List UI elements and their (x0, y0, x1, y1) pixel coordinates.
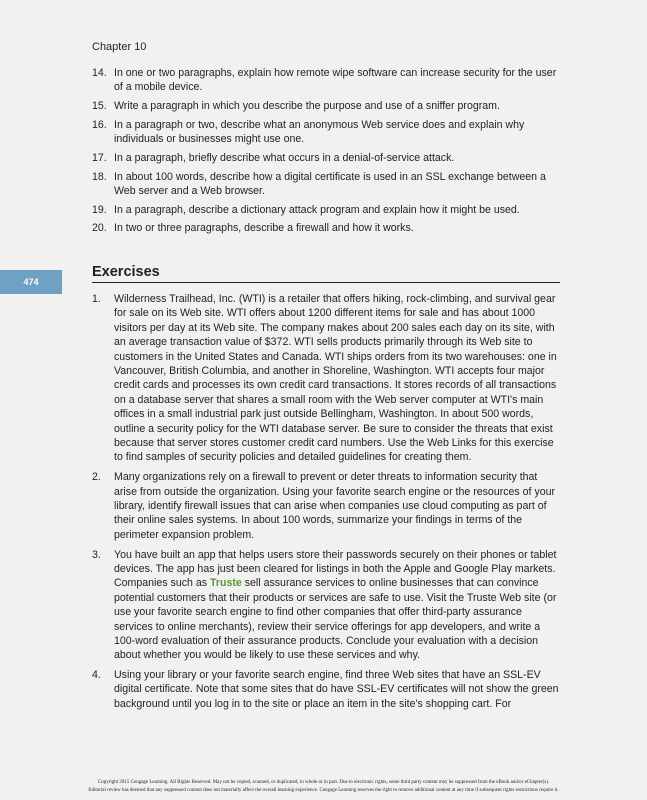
copyright-line: Copyright 2015 Cengage Learning. All Rights Reserved. May not be copied, scanned, or duplicated, in whole or in part. Due to electronic rights, some third party content may be suppressed from the eBook and/or eChapter(s). (97, 780, 550, 785)
question-text: Write a paragraph in which you describe the purpose and use of a sniffer program. (114, 100, 500, 113)
exercise-text: Using your library or your favorite search engine, find three Web sites that have an SSL-EV digital certificate. Note that some sites that do have SSL-EV certificates will not show the green background until you log in to the site or place an item in the site's shopping cart. For (114, 669, 559, 710)
question-number: 15. (92, 100, 107, 113)
exercise-item (92, 548, 562, 663)
question-text: In about 100 words, describe how a digital certificate is used in an SSL exchange between a Web server and a Web browser. (114, 170, 546, 198)
page-number-tab: 474 (0, 270, 62, 294)
copyright-line: Editorial review has deemed that any suppressed content does not materially affect the overall learning experience. Cengage Learning reserves the right to remove additional content at any time if subsequent rights restrictions require it. (88, 788, 559, 793)
chapter-header: Chapter 10 (92, 41, 147, 53)
exercise-number: 4. (92, 669, 101, 682)
question-number: 18. (92, 170, 107, 183)
review-questions-list (92, 66, 562, 240)
copyright-footer (0, 779, 647, 795)
question-number: 14. (92, 67, 107, 79)
question-item (92, 203, 562, 217)
question-item (92, 66, 562, 95)
exercise-text-part: You have built an app that helps users store their passwords securely on their phones or tablet devices. The app has just been cleared for listings in both the Apple and Google Play markets. Companies such as (114, 548, 557, 590)
truste-link[interactable]: Truste (209, 577, 242, 590)
question-text: In a paragraph, briefly describe what occurs in a denial-of-service attack. (114, 151, 455, 164)
exercise-text: Wilderness Trailhead, Inc. (WTI) is a retailer that offers hiking, rock-climbing, and survival gear for sale on its Web site. WTI offers about 1200 different items for sale and has about 1000 visitors per day at its Web site. The company makes about 200 sales each day on its site, with an average transaction value of $372. WTI sells products primarily through its Web site to customers in the United States and Canada. WTI ships orders from its two warehouses: one in Vancouver, British Columbia, and another in Shoreline, Washington. WTI accepts four major credit cards and processes its own credit card transactions. It stores records of all transactions on a database server that shares a small room with the Web server computer at WTI's main offices in a small industrial park just outside Bellingham, Washington. In about 500 words, outline a security policy for the WTI database server. Be sure to consider the threats that exist because that server stores customer credit card numbers. Use the Web Links for this exercise to find samples of security policies and detailed guidelines for creating them. (114, 293, 557, 464)
exercise-text-part: sell assurance services to online businesses that can convince potential customers that their products or services are safe to use. Visit the Truste Web site (or use your favorite search engine to find other companies that offer third-party assurance services to online merchants), review their service offerings for app developers, and write a 100-word evaluation of their assurance products. Conclude your evaluation with a decision about whether you would be likely to use these services and why. (114, 577, 557, 662)
question-item (92, 221, 562, 235)
exercise-number: 2. (92, 471, 101, 484)
question-text: In a paragraph or two, describe what an anonymous Web service does and explain why individuals or businesses might use one. (114, 118, 525, 146)
question-item (92, 118, 562, 147)
exercise-text (114, 548, 562, 663)
exercise-number: 1. (92, 293, 101, 305)
exercise-item (92, 292, 562, 465)
exercises-heading: Exercises (92, 264, 560, 283)
question-number: 16. (92, 118, 107, 131)
question-number: 20. (92, 222, 107, 235)
question-text: In two or three paragraphs, describe a firewall and how it works. (114, 222, 414, 235)
question-text: In one or two paragraphs, explain how remote wipe software can increase security for the user of a mobile device. (114, 67, 557, 94)
question-item (92, 151, 562, 165)
exercise-number: 3. (92, 548, 101, 561)
question-text: In a paragraph, describe a dictionary attack program and explain how it might be used. (114, 203, 520, 216)
question-item (92, 170, 562, 199)
question-number: 19. (92, 203, 107, 216)
exercises-list (92, 292, 562, 717)
exercise-item (92, 470, 562, 542)
exercise-item (92, 668, 562, 711)
question-number: 17. (92, 151, 107, 164)
question-item (92, 99, 562, 113)
exercise-text: Many organizations rely on a firewall to prevent or deter threats to information security that arise from outside the organization. Using your favorite search engine or the resources of your library, identify firewall issues that can arise when companies use cloud computing as part of their online sales systems. In about 100 words, summarize your findings in terms of the perimeter expansion problem. (114, 471, 556, 541)
